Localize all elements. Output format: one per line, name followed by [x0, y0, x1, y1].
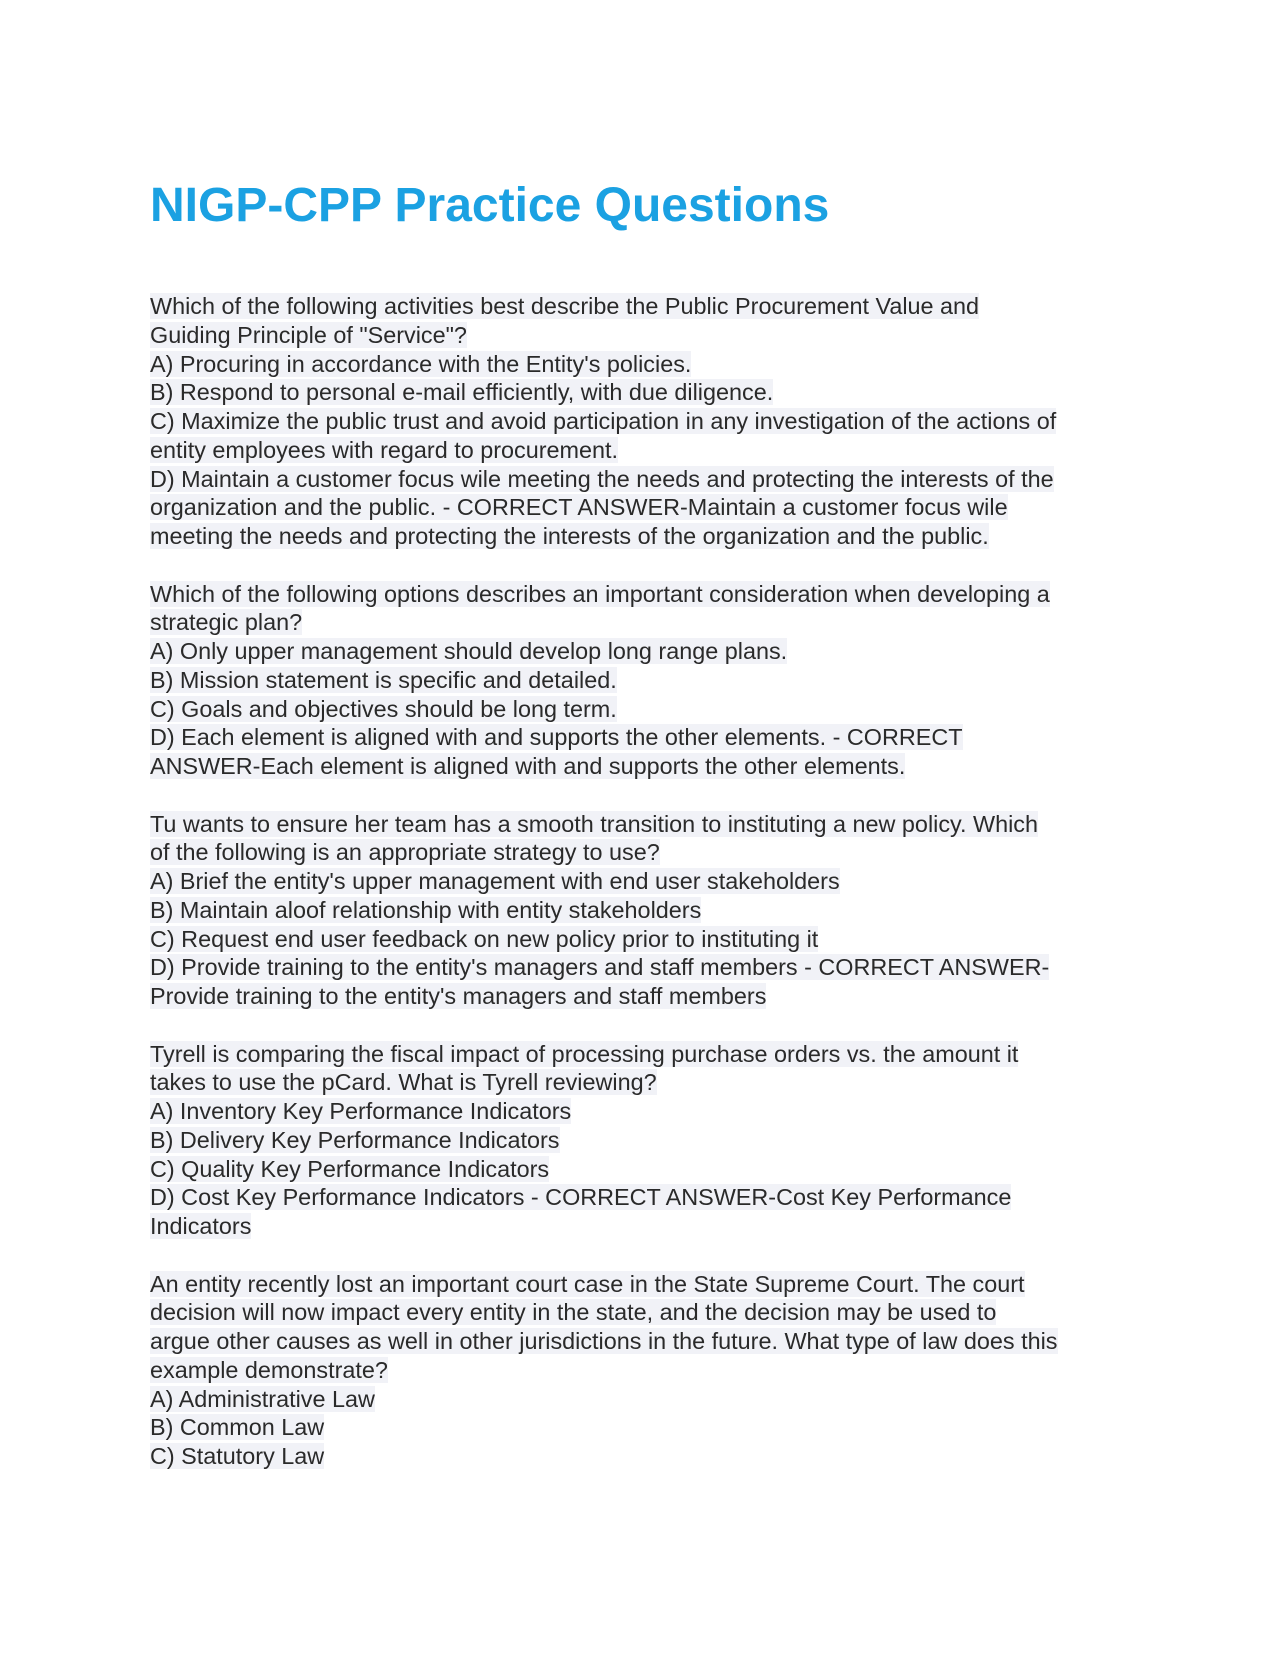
question-line: An entity recently lost an important court case in the State Supreme Court. The court: [150, 1270, 1025, 1297]
option-c-cont: entity employees with regard to procurement.: [150, 436, 619, 463]
option-c: C) Statutory Law: [150, 1443, 325, 1469]
question-line: Tu wants to ensure her team has a smooth transition to instituting a new policy. Which: [150, 810, 1038, 837]
question-line: strategic plan?: [150, 609, 303, 636]
option-d: D) Cost Key Performance Indicators - CORRECT ANSWER-Cost Key Performance: [150, 1184, 1012, 1211]
option-b: B) Delivery Key Performance Indicators: [150, 1126, 560, 1153]
question-line: Which of the following activities best describe the Public Procurement Value and: [150, 293, 980, 319]
option-a: A) Procuring in accordance with the Entity's policies.: [150, 350, 692, 377]
option-d: D) Each element is aligned with and supports the other elements. - CORRECT: [150, 724, 963, 751]
option-c: C) Maximize the public trust and avoid participation in any investigation of the actions of: [150, 408, 1057, 434]
option-c: C) Quality Key Performance Indicators: [150, 1155, 550, 1182]
question-block-1: [150, 292, 1130, 551]
option-d: D) Provide training to the entity's managers and staff members - CORRECT ANSWER-: [150, 954, 1050, 981]
option-b: B) Common Law: [150, 1414, 325, 1441]
correct-answer-line: meeting the needs and protecting the interests of the organization and the public.: [150, 523, 989, 549]
question-line: decision will now impact every entity in the state, and the decision may be used to: [150, 1299, 997, 1326]
question-line: of the following is an appropriate strategy to use?: [150, 839, 660, 866]
option-a: A) Only upper management should develop long range plans.: [150, 638, 788, 664]
question-line: Tyrell is comparing the fiscal impact of processing purchase orders vs. the amount it: [150, 1040, 1019, 1067]
question-line: takes to use the pCard. What is Tyrell reviewing?: [150, 1069, 657, 1096]
option-a: A) Brief the entity's upper management with end user stakeholders: [150, 868, 840, 894]
correct-answer-line: Provide training to the entity's managers and staff members: [150, 983, 767, 1009]
option-b: B) Maintain aloof relationship with entity stakeholders: [150, 896, 702, 923]
question-line: Guiding Principle of "Service"?: [150, 321, 467, 348]
page-title: NIGP-CPP Practice Questions: [150, 179, 830, 232]
option-c: C) Request end user feedback on new policy prior to instituting it: [150, 925, 819, 952]
question-block-5: [150, 1270, 1130, 1471]
question-line: example demonstrate?: [150, 1356, 388, 1383]
correct-answer-line: organization and the public. - CORRECT ANSWER-Maintain a customer focus wile: [150, 494, 1008, 521]
option-b: B) Mission statement is specific and detailed.: [150, 666, 617, 693]
question-block-4: [150, 1040, 1130, 1241]
correct-answer-line: ANSWER-Each element is aligned with and supports the other elements.: [150, 753, 906, 779]
question-line: argue other causes as well in other jurisdictions in the future. What type of law does this: [150, 1328, 1058, 1354]
option-c: C) Goals and objectives should be long term.: [150, 695, 617, 722]
option-b: B) Respond to personal e-mail efficiently, with due diligence.: [150, 379, 774, 406]
question-line: Which of the following options describes an important consideration when developing a: [150, 580, 1050, 607]
option-d: D) Maintain a customer focus wile meeting the needs and protecting the interests of the: [150, 465, 1054, 492]
option-a: A) Inventory Key Performance Indicators: [150, 1098, 572, 1124]
question-block-2: [150, 580, 1130, 781]
option-a: A) Administrative Law: [150, 1385, 375, 1412]
questions-list: [150, 292, 1130, 1500]
question-block-3: [150, 810, 1130, 1011]
correct-answer-line: Indicators: [150, 1213, 252, 1239]
